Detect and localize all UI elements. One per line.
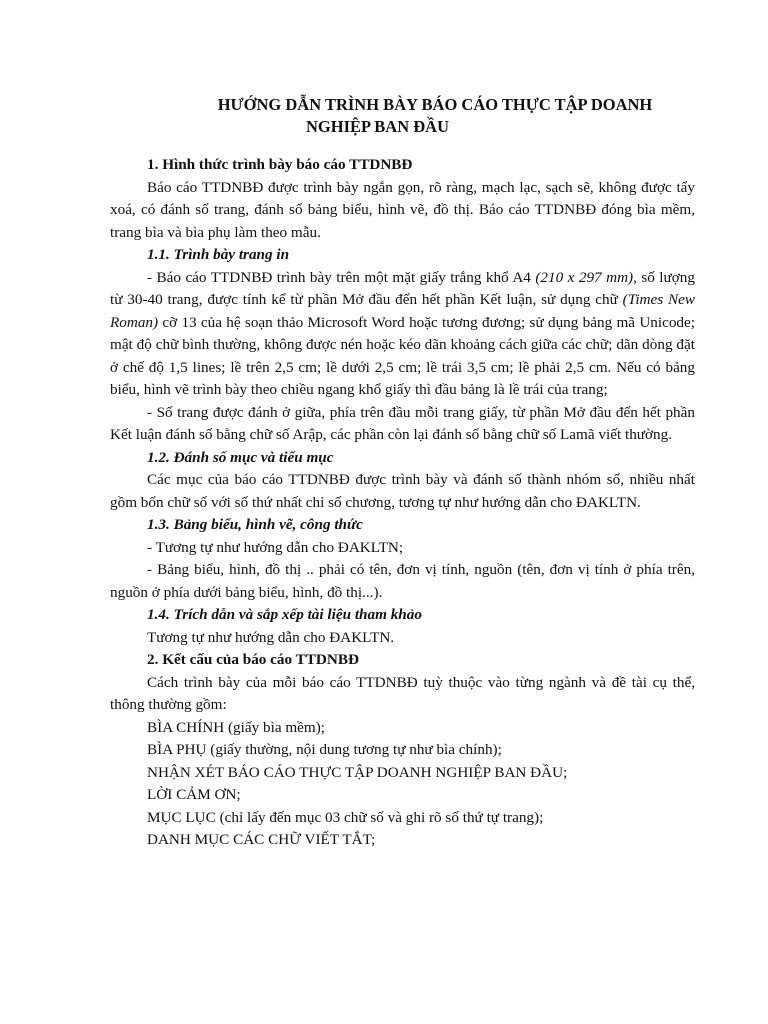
document-title-line2: NGHIỆP BAN ĐẦU [305,117,449,136]
section-1-2-paragraph: Các mục của báo cáo TTDNBĐ được trình bày và đánh số thành nhóm số, nhiều nhất gồm bốn chữ số với số thứ nhất chỉ số chương, tương tự như hướng dẫn cho ĐAKLTN. [110,471,695,511]
section-1-2-heading: 1.2. Đánh số mục và tiểu mục [147,448,334,466]
text-run: cỡ 13 của hệ soạn thảo Microsoft Word hoặc tương đương; sử dụng bảng mã Unicode; mật độ chữ bình thường, không được nén hoặc kéo dãn khoảng cách giữa các chữ; dãn dòng đặt ở chế độ 1,5 lines; lề trên 2,5 cm; lề dưới 2,5 cm; lề trái 3,5 cm; lề phải 2,5 cm. Nếu có bảng biểu, hình vẽ trình bày theo chiều ngang khổ giấy thì đầu bảng là lề trái của trang; [110,313,695,398]
text-run: - Báo cáo TTDNBĐ trình bày trên một mặt giấy trắng khổ A4 [147,268,536,286]
section-1-3-heading: 1.3. Bảng biểu, hình vẽ, công thức [147,516,363,533]
section-2-heading: 2. Kết cấu của báo cáo TTDNBĐ [147,651,359,668]
list-item: BÌA PHỤ (giấy thường, nội dung tương tự như bìa chính); [147,741,502,758]
document-title-line1: HƯỚNG DẪN TRÌNH BÀY BÁO CÁO THỰC TẬP DOANH [217,95,653,114]
section-1-1-paragraph-1 [110,267,695,402]
document-body [110,154,695,852]
list-item: LỜI CẢM ƠN; [147,786,241,803]
section-1-1-heading: 1.1. Trình bày trang in [147,246,290,263]
section-1-4-heading: 1.4. Trích dẫn và sắp xếp tài liệu tham khảo [147,606,422,623]
text-run: , số lượng từ 30-40 trang, được tính kể từ phần Mở đầu đến hết phần Kết luận, sử dụng chữ [110,268,695,308]
list-item: MỤC LỤC (chỉ lấy đến mục 03 chữ số và ghi rõ số thứ tự trang); [147,808,544,826]
section-1-4-paragraph: Tương tự như hướng dẫn cho ĐAKLTN. [147,628,395,646]
list-item: BÌA CHÍNH (giấy bìa mềm); [147,718,326,736]
section-2-paragraph: Cách trình bày của mỗi báo cáo TTDNBĐ tuỳ thuộc vào từng ngành và đề tài cụ thể, thông thường gồm: [110,673,695,713]
section-1-3-paragraph-1: - Tương tự như hướng dẫn cho ĐAKLTN; [147,538,404,556]
paper-size-italic: (210 x 297 mm) [535,268,634,286]
section-1-paragraph: Báo cáo TTDNBĐ được trình bày ngắn gọn, rõ ràng, mạch lạc, sạch sẽ, không được tẩy xoá, có đánh số trang, đánh số bảng biểu, hình vẽ, đồ thị. Báo cáo TTDNBĐ đóng bìa mềm, trang bìa và bìa phụ làm theo mẫu. [110,178,695,241]
section-1-heading: 1. Hình thức trình bày báo cáo TTDNBĐ [147,156,413,173]
list-item: DANH MỤC CÁC CHỮ VIẾT TẮT; [147,831,376,848]
font-name-italic: (Times New Roman) [110,291,696,331]
section-1-1-paragraph-2: - Số trang được đánh ở giữa, phía trên đầu mỗi trang giấy, từ phần Mở đầu đến hết phần Kết luận đánh số bằng chữ số Arập, các phần còn lại đánh số bằng chữ số Lamã viết thường. [110,403,695,443]
section-1-3-paragraph-2: - Bảng biểu, hình, đồ thị .. phải có tên, đơn vị tính, nguồn (tên, đơn vị tính ở phía trên, nguồn ở phía dưới bảng biểu, hình, đồ thị...). [110,561,695,601]
list-item: NHẬN XÉT BÁO CÁO THỰC TẬP DOANH NGHIỆP BAN ĐẦU; [147,763,568,781]
